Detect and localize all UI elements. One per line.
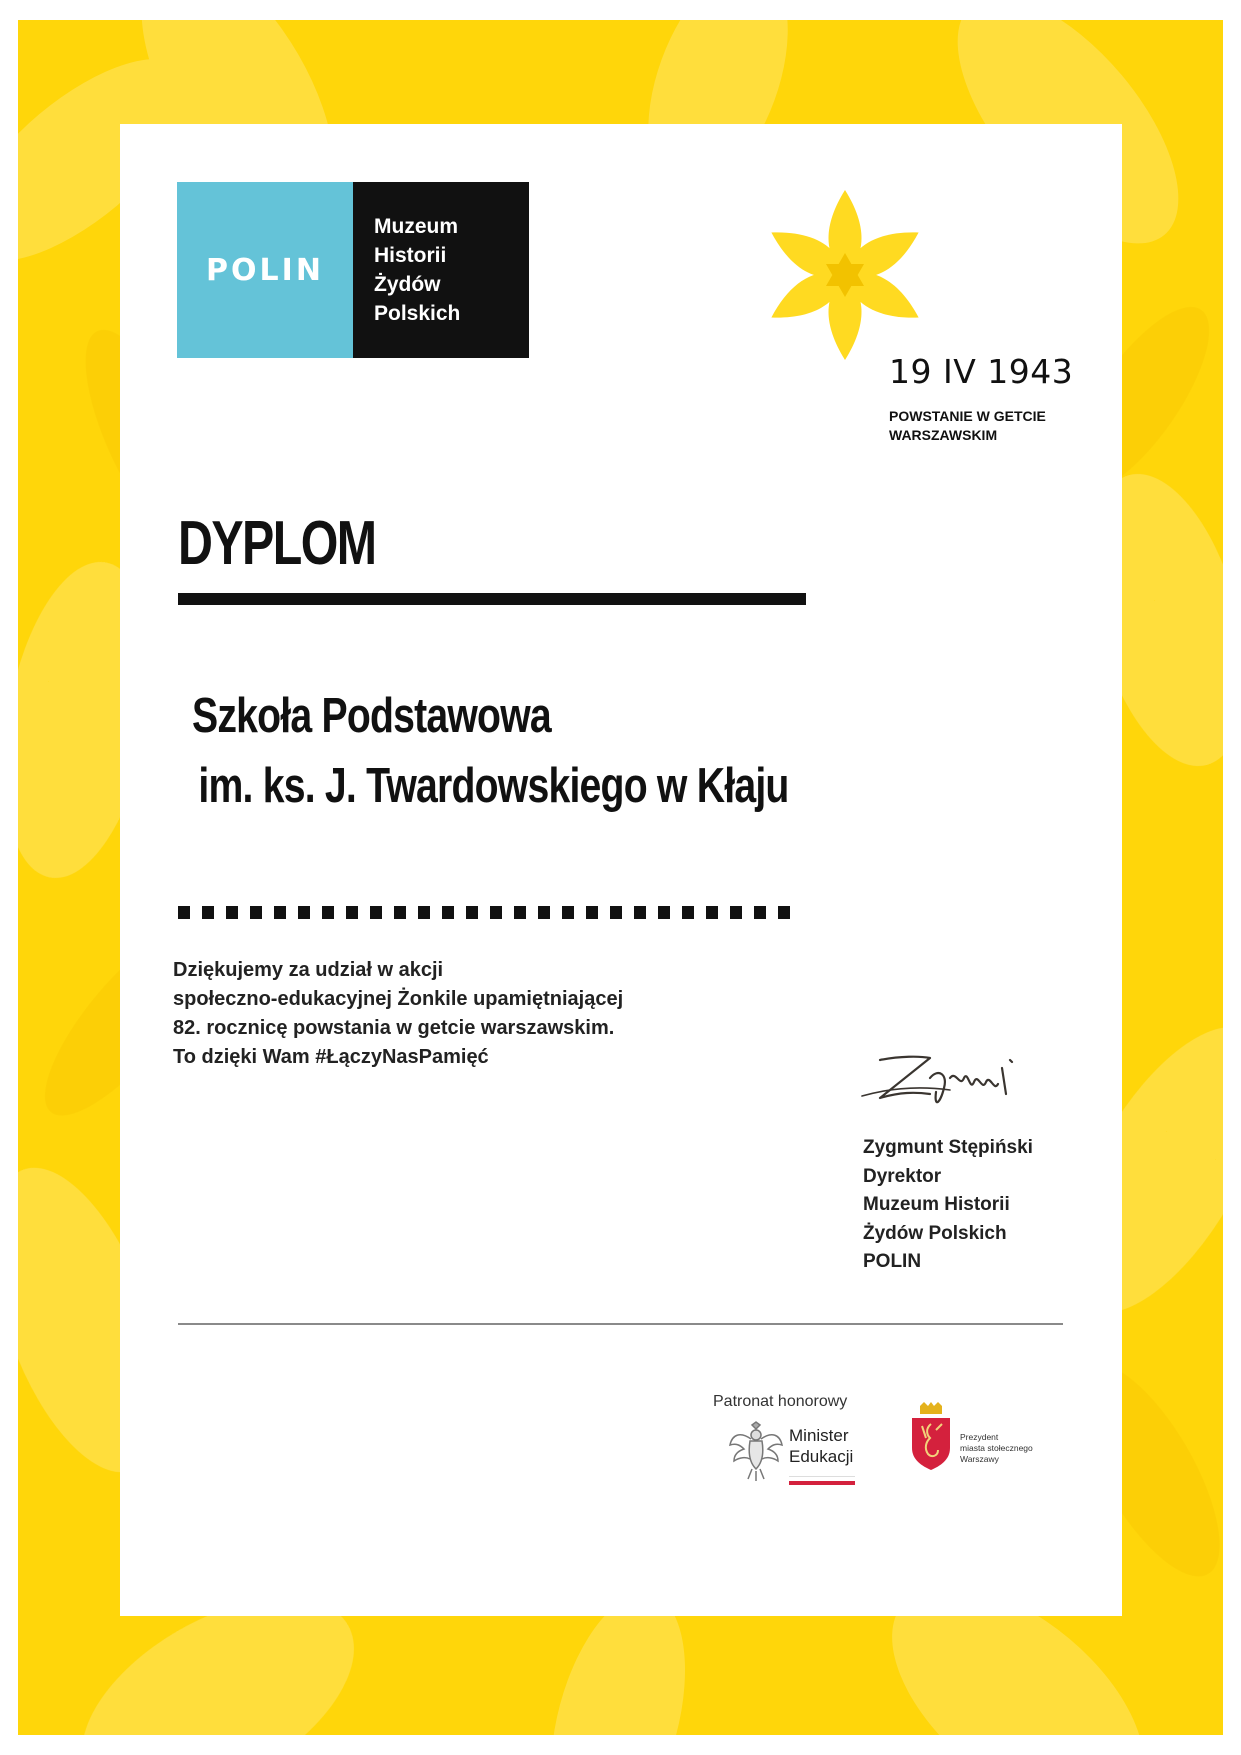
polin-logo [177,182,529,358]
polish-flag-icon [789,1476,855,1484]
footer-divider [178,1323,1063,1325]
logo-line: Historii [374,244,447,267]
daffodil-icon [760,185,930,365]
director-block [863,1134,1033,1277]
director-line: Zygmunt Stępiński [863,1137,1033,1158]
director-signature [860,1048,1040,1118]
mayor-label [960,1432,1033,1465]
polish-eagle-icon [728,1421,784,1483]
minister-line: Edukacji [789,1447,854,1466]
event-subtitle-line: POWSTANIE W GETCIE [889,408,1046,424]
logo-line: Muzeum [374,215,458,238]
director-line: Muzeum Historii [863,1194,1010,1215]
page-title: DYPLOM [178,509,376,578]
logo-wordmark-panel [177,182,353,358]
thanks-message [173,956,623,1072]
dotted-separator [178,906,790,919]
recipient-line-2: im. ks. J. Twardowskiego w Kłaju [198,759,789,813]
mayor-line: Prezydent [960,1432,999,1442]
thanks-line: 82. rocznicę powstania w getcie warszawskim. [173,1017,615,1039]
mayor-line: Warszawy [960,1454,999,1464]
logo-wordmark: POLIN [206,252,324,288]
warsaw-crest-icon [908,1402,954,1470]
patronage-label: Patronat honorowy [713,1393,848,1410]
event-subtitle [889,407,1046,445]
logo-line: Polskich [374,302,461,325]
thanks-line: społeczno-edukacyjnej Żonkile upamiętniającej [173,988,624,1010]
title-underline [178,593,806,605]
logo-text-panel [353,182,529,358]
mayor-line: miasta stołecznego [960,1443,1033,1453]
thanks-line: Dziękujemy za udział w akcji [173,959,444,981]
recipient-line-1: Szkoła Podstawowa [192,689,551,743]
recipient-name [192,681,789,821]
event-date: 19 IV 1943 [889,352,1074,391]
director-line: Dyrektor [863,1165,942,1187]
logo-line: Żydów [374,273,441,296]
thanks-line: To dzięki Wam #ŁączyNasPamięć [173,1046,489,1068]
minister-line: Minister [789,1426,849,1445]
director-line: POLIN [863,1251,922,1272]
event-subtitle-line: WARSZAWSKIM [889,427,998,443]
director-line: Żydów Polskich [863,1222,1007,1244]
minister-label [789,1425,853,1467]
